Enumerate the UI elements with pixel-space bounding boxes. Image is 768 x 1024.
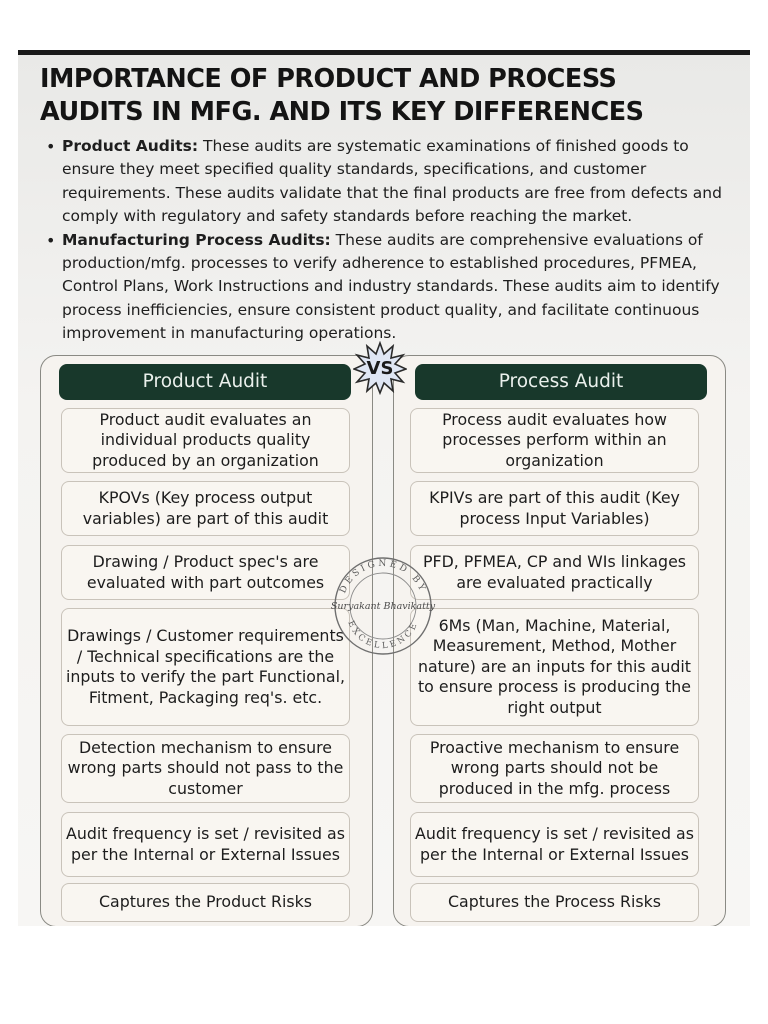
process-audit-item: Proactive mechanism to ensure wrong parts should not be produced in the mfg. process xyxy=(410,734,699,803)
svg-text:EXCELLENCE: EXCELLENCE xyxy=(345,619,421,652)
bullet-text: These audits are systematic examinations of finished goods to ensure they meet specified quality standards, specifications, and customer requirements. These audits validate that the final products are free from defects and comply with regulatory and safety standards before reaching the market. xyxy=(62,137,722,226)
product-audit-item: Audit frequency is set / revisited as per the Internal or External Issues xyxy=(61,812,350,877)
definitions-list xyxy=(46,135,736,346)
vs-label: VS xyxy=(366,357,394,379)
vs-badge xyxy=(353,341,407,395)
product-audit-item: Detection mechanism to ensure wrong parts should not pass to the customer xyxy=(61,734,350,803)
process-audit-item: 6Ms (Man, Machine, Material, Measurement, Method, Mother nature) are an inputs for this audit to ensure process is producing the right output xyxy=(410,608,699,726)
svg-text:DESIGNED BY: DESIGNED BY xyxy=(338,558,428,595)
process-audit-item: Audit frequency is set / revisited as per the Internal or External Issues xyxy=(410,812,699,877)
process-audit-item: Captures the Process Risks xyxy=(410,883,699,922)
process-audit-panel xyxy=(393,355,726,926)
title-line-2: AUDITS IN MFG. AND ITS KEY DIFFERENCES xyxy=(40,97,644,127)
product-audit-item: Captures the Product Risks xyxy=(61,883,350,922)
product-audit-item: Drawing / Product spec's are evaluated with part outcomes xyxy=(61,545,350,600)
svg-text:Suryakant Bhavikatty: Suryakant Bhavikatty xyxy=(330,601,436,612)
product-audits-definition xyxy=(46,135,736,229)
bullet-label: Manufacturing Process Audits: xyxy=(62,230,331,249)
process-audit-header: Process Audit xyxy=(415,364,707,400)
process-audit-item: Process audit evaluates how processes perform within an organization xyxy=(410,408,699,473)
product-audit-header: Product Audit xyxy=(59,364,351,400)
page-title xyxy=(40,63,730,129)
bullet-text: These audits are comprehensive evaluations of production/mfg. processes to verify adherence to established procedures, PFMEA, Control Plans, Work Instructions and industry standards. These audits aim to identify process inefficiencies, ensure consistent product quality, and facilitate continuous improvement in manufacturing operations. xyxy=(62,230,720,343)
designer-seal xyxy=(329,552,437,660)
product-audit-panel xyxy=(40,355,373,926)
product-audit-item: Product audit evaluates an individual products quality produced by an organization xyxy=(61,408,350,473)
process-audit-item: KPIVs are part of this audit (Key process Input Variables) xyxy=(410,481,699,536)
bullet-label: Product Audits: xyxy=(62,137,199,155)
title-line-1: IMPORTANCE OF PRODUCT AND PROCESS xyxy=(40,64,617,94)
process-audit-item: PFD, PFMEA, CP and WIs linkages are evaluated practically xyxy=(410,545,699,600)
product-audit-item: Drawings / Customer requirements / Technical specifications are the inputs to verify the part Functional, Fitment, Packaging req's. etc. xyxy=(61,608,350,726)
product-audit-item: KPOVs (Key process output variables) are part of this audit xyxy=(61,481,350,536)
process-audits-definition xyxy=(46,229,736,346)
infographic-poster xyxy=(18,50,750,926)
